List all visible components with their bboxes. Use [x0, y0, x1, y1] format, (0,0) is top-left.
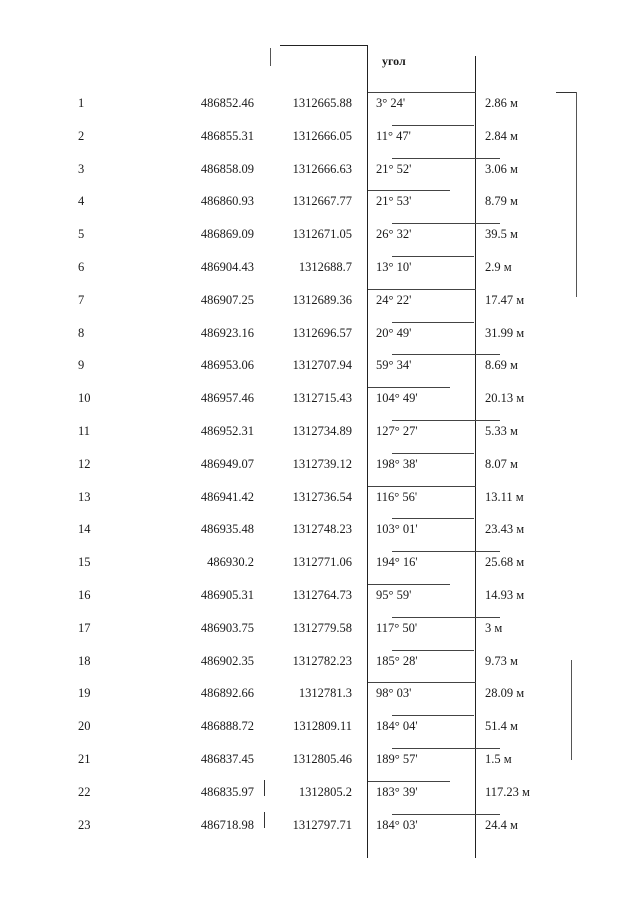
distance-value: 3.06 м [485, 161, 518, 176]
point-number: 23 [78, 817, 91, 832]
coord-x: 486869.09 [200, 227, 254, 242]
point-number: 13 [78, 489, 91, 504]
table-row [0, 424, 639, 444]
coord-x: 486953.06 [200, 358, 254, 373]
header-left-rule [270, 48, 271, 66]
point-number: 14 [78, 522, 91, 537]
coord-y: 1312782.23 [292, 653, 352, 668]
distance-value: 5.33 м [485, 424, 518, 438]
row-rule [368, 387, 450, 388]
distance-value: 31.99 м [485, 325, 525, 340]
point-number: 18 [78, 653, 91, 668]
table-row [0, 326, 639, 346]
distance-value: 2.86 м [485, 96, 518, 110]
coord-y: 1312666.05 [292, 128, 352, 143]
angle-column-header: угол [382, 54, 406, 68]
point-number: 3 [78, 161, 85, 176]
table-row [0, 194, 639, 214]
coord-x: 486837.45 [200, 752, 254, 766]
angle-value: 104° 49' [376, 391, 418, 406]
point-number: 11 [78, 424, 91, 438]
table-row [0, 719, 639, 739]
distance-value: 51.4 м [485, 719, 518, 734]
coord-x: 486852.46 [200, 96, 254, 110]
table-row [0, 260, 639, 280]
angle-value: 103° 01' [376, 522, 418, 537]
table-row [0, 621, 639, 641]
coord-y: 1312715.43 [292, 391, 352, 406]
coord-y: 1312809.11 [293, 719, 352, 734]
point-number: 20 [78, 719, 91, 734]
angle-value: 194° 16' [376, 555, 418, 570]
row-rule [392, 158, 500, 159]
distance-value: 24.4 м [485, 817, 518, 832]
angle-value: 20° 49' [376, 325, 412, 340]
coord-x: 486858.09 [200, 161, 254, 176]
row-rule [392, 223, 500, 224]
table-row [0, 818, 639, 838]
distance-value: 8.69 м [485, 358, 518, 373]
angle-value: 183° 39' [376, 784, 418, 799]
angle-value: 21° 52' [376, 161, 412, 176]
row-rule [392, 748, 500, 749]
coord-x: 486718.98 [200, 817, 254, 832]
point-number: 10 [78, 391, 91, 406]
row-rule [392, 322, 474, 323]
table-row [0, 162, 639, 182]
angle-value: 21° 53' [376, 194, 412, 209]
angle-value: 184° 03' [376, 817, 418, 832]
point-number: 9 [78, 358, 85, 373]
point-number: 16 [78, 588, 91, 602]
coord-x: 486860.93 [200, 194, 254, 209]
distance-value: 25.68 м [485, 555, 525, 570]
bracket-top-tick [556, 92, 576, 93]
table-row [0, 785, 639, 805]
distance-value: 8.79 м [485, 194, 518, 209]
row-rule [368, 584, 450, 585]
coord-y: 1312707.94 [292, 358, 352, 373]
row-rule [368, 190, 450, 191]
row-rule [368, 781, 450, 782]
point-number: 21 [78, 752, 91, 766]
coord-x: 486904.43 [200, 260, 254, 274]
row-rule [392, 125, 474, 126]
coord-x: 486835.97 [200, 784, 254, 799]
header-top-rule [280, 45, 368, 46]
row-rule [392, 518, 474, 519]
angle-value: 127° 27' [376, 424, 418, 438]
table-row [0, 686, 639, 706]
distance-value: 39.5 м [485, 227, 518, 242]
coord-x: 486923.16 [200, 325, 254, 340]
coord-x: 486949.07 [200, 456, 254, 471]
row-rule [392, 617, 500, 618]
point-number: 8 [78, 325, 85, 340]
table-row [0, 522, 639, 542]
coord-y: 1312666.63 [292, 161, 352, 176]
coord-y: 1312805.46 [292, 752, 352, 766]
coord-x: 486888.72 [200, 719, 254, 734]
coord-y: 1312734.89 [292, 424, 352, 438]
coord-y: 1312797.71 [292, 817, 352, 832]
coord-y: 1312764.73 [292, 588, 352, 602]
coord-x: 486930.2 [207, 555, 254, 570]
coord-y: 1312739.12 [292, 456, 352, 471]
table-row [0, 588, 639, 608]
point-number: 2 [78, 128, 85, 143]
angle-value: 98° 03' [376, 686, 412, 701]
table-row [0, 96, 639, 116]
point-number: 22 [78, 784, 91, 799]
angle-value: 11° 47' [376, 128, 411, 143]
coord-y: 1312805.2 [298, 784, 352, 799]
coord-y: 1312665.88 [292, 96, 352, 110]
coord-x: 486957.46 [200, 391, 254, 406]
table-row [0, 227, 639, 247]
table-row [0, 358, 639, 378]
distance-value: 14.93 м [485, 588, 525, 602]
angle-value: 116° 56' [376, 489, 418, 504]
angle-value: 13° 10' [376, 260, 412, 274]
row-rule [392, 453, 474, 454]
coord-y: 1312667.77 [292, 194, 352, 209]
angle-value: 184° 04' [376, 719, 418, 734]
row-rule [392, 650, 474, 651]
angle-value: 198° 38' [376, 456, 418, 471]
table-row [0, 654, 639, 674]
point-number: 19 [78, 686, 91, 701]
coord-y: 1312736.54 [292, 489, 352, 504]
coord-y: 1312748.23 [292, 522, 352, 537]
distance-value: 2.9 м [485, 260, 512, 274]
row-rule [368, 486, 476, 487]
row-rule [392, 256, 474, 257]
table-row [0, 293, 639, 313]
coord-x: 486935.48 [200, 522, 254, 537]
row-rule [392, 551, 500, 552]
row-rule [392, 814, 500, 815]
coord-x: 486941.42 [200, 489, 254, 504]
margin-bracket-bottom [571, 660, 572, 760]
point-number: 7 [78, 292, 85, 307]
distance-value: 1.5 м [485, 752, 512, 766]
distance-value: 20.13 м [485, 391, 525, 406]
coord-y: 1312689.36 [292, 292, 352, 307]
table-row [0, 129, 639, 149]
distance-value: 17.47 м [485, 292, 525, 307]
coord-y: 1312671.05 [292, 227, 352, 242]
table-row [0, 555, 639, 575]
angle-value: 3° 24' [376, 96, 406, 110]
distance-value: 9.73 м [485, 653, 518, 668]
coord-y: 1312696.57 [292, 325, 352, 340]
point-number: 17 [78, 620, 91, 635]
distance-value: 8.07 м [485, 456, 518, 471]
point-number: 12 [78, 456, 91, 471]
angle-value: 189° 57' [376, 752, 418, 766]
angle-value: 95° 59' [376, 588, 412, 602]
distance-value: 13.11 м [485, 489, 524, 504]
point-number: 5 [78, 227, 85, 242]
row-rule [392, 715, 474, 716]
coord-y: 1312781.3 [298, 686, 352, 701]
point-number: 4 [78, 194, 85, 209]
point-number: 15 [78, 555, 91, 570]
row-rule [368, 289, 476, 290]
point-number: 6 [78, 260, 85, 274]
angle-value: 26° 32' [376, 227, 412, 242]
distance-value: 3 м [485, 620, 503, 635]
table-row [0, 391, 639, 411]
table-row [0, 457, 639, 477]
row-rule [392, 354, 500, 355]
angle-value: 59° 34' [376, 358, 412, 373]
coord-x: 486903.75 [200, 620, 254, 635]
coord-x: 486902.35 [200, 653, 254, 668]
coord-x: 486907.25 [200, 292, 254, 307]
coord-x: 486855.31 [200, 128, 254, 143]
angle-value: 185° 28' [376, 653, 418, 668]
distance-value: 117.23 м [485, 784, 530, 799]
coord-x: 486892.66 [200, 686, 254, 701]
angle-value: 24° 22' [376, 292, 412, 307]
coord-y: 1312771.06 [292, 555, 352, 570]
row-rule [368, 682, 476, 683]
coord-x: 486905.31 [200, 588, 254, 602]
row-rule [368, 92, 476, 93]
distance-value: 2.84 м [485, 128, 518, 143]
distance-value: 23.43 м [485, 522, 525, 537]
table-row [0, 752, 639, 772]
angle-value: 117° 50' [376, 620, 418, 635]
table-row [0, 490, 639, 510]
point-number: 1 [78, 96, 85, 110]
coord-x: 486952.31 [200, 424, 254, 438]
row-rule [392, 420, 500, 421]
coord-y: 1312779.58 [292, 620, 352, 635]
coord-y: 1312688.7 [298, 260, 352, 274]
distance-value: 28.09 м [485, 686, 525, 701]
